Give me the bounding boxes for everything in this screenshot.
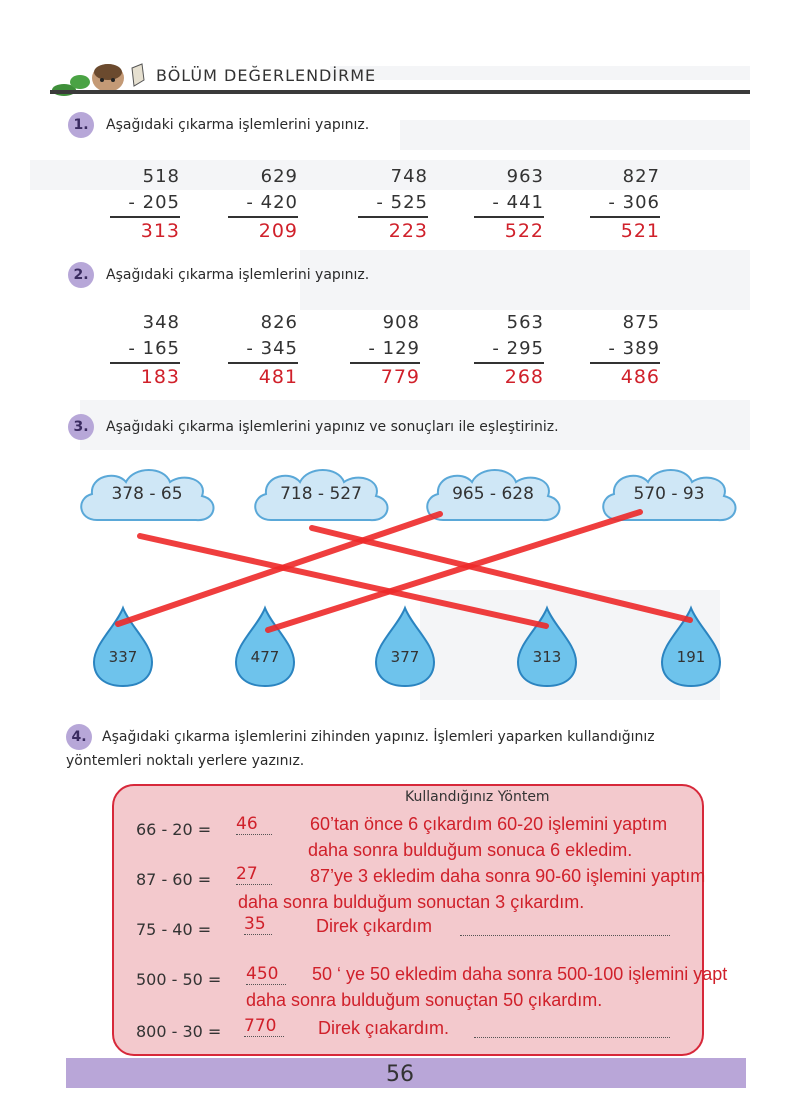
minuend: 563 — [506, 312, 544, 333]
subtrahend: - 389 — [590, 336, 660, 364]
page-number: 56 — [386, 1062, 414, 1087]
dotted-line — [474, 1036, 670, 1038]
method-text[interactable]: 60’tan önce 6 çıkardım 60-20 işlemini yaptım — [310, 814, 668, 834]
drop-value: 313 — [532, 648, 562, 666]
answer[interactable]: 268 — [504, 366, 544, 388]
minuend: 348 — [142, 312, 180, 333]
method-text[interactable]: 87’ye 3 ekledim daha sonra 90-60 işlemini yaptım — [310, 866, 706, 886]
mental-answer[interactable]: 27 — [236, 864, 272, 885]
subtrahend: - 306 — [590, 190, 660, 218]
method-text-continued[interactable]: daha sonra bulduğum sonuçtan 50 çıkardım. — [246, 990, 603, 1010]
mental-expression: 800 - 30 = — [136, 1022, 222, 1041]
answer[interactable]: 209 — [258, 220, 298, 242]
method-column-header: Kullandığınız Yöntem — [405, 789, 550, 805]
method-text[interactable]: Direk çıkardım — [316, 916, 433, 936]
answer[interactable]: 481 — [258, 366, 298, 388]
method-text[interactable]: Direk çıakardım. — [318, 1018, 450, 1038]
drop-value: 337 — [108, 648, 138, 666]
cloud-expression: 570 - 93 — [633, 484, 705, 504]
minuend: 826 — [260, 312, 298, 333]
drop-value: 477 — [250, 648, 280, 666]
method-text-continued[interactable]: daha sonra bulduğum sonuca 6 ekledim. — [308, 840, 633, 860]
dotted-line — [460, 934, 670, 936]
question-instruction-continued: yöntemleri noktalı yerlere yazınız. — [66, 753, 305, 769]
mental-answer[interactable]: 770 — [244, 1016, 284, 1037]
mental-answer[interactable]: 46 — [236, 814, 272, 835]
drop-value: 377 — [390, 648, 420, 666]
match-line — [312, 528, 690, 620]
minuend: 629 — [260, 166, 298, 187]
mental-answer[interactable]: 450 — [246, 964, 286, 985]
subtrahend: - 345 — [228, 336, 298, 364]
method-text-continued[interactable]: daha sonra bulduğum sonuctan 3 çıkardım. — [238, 892, 585, 912]
minuend: 908 — [382, 312, 420, 333]
mental-expression: 500 - 50 = — [136, 970, 222, 989]
question-instruction: Aşağıdaki çıkarma işlemlerini yapınız. — [106, 267, 370, 283]
subtrahend: - 441 — [474, 190, 544, 218]
answer[interactable]: 313 — [140, 220, 180, 242]
mental-expression: 87 - 60 = — [136, 870, 212, 889]
cloud-expression: 718 - 527 — [280, 484, 362, 504]
question-instruction: Aşağıdaki çıkarma işlemlerini yapınız ve sonuçları ile eşleştiriniz. — [106, 419, 559, 435]
drop-value: 191 — [676, 648, 706, 666]
minuend: 875 — [622, 312, 660, 333]
cloud-expression: 378 - 65 — [111, 484, 183, 504]
subtrahend: - 205 — [110, 190, 180, 218]
answer[interactable]: 183 — [140, 366, 180, 388]
mental-expression: 75 - 40 = — [136, 920, 212, 939]
minuend: 827 — [622, 166, 660, 187]
minuend: 518 — [142, 166, 180, 187]
minuend: 748 — [390, 166, 428, 187]
subtrahend: - 420 — [228, 190, 298, 218]
cloud-expression: 965 - 628 — [452, 484, 534, 504]
mental-answer[interactable]: 35 — [244, 914, 272, 935]
subtrahend: - 165 — [110, 336, 180, 364]
question-number-badge: 1. — [68, 112, 94, 138]
section-title: BÖLÜM DEĞERLENDİRME — [156, 66, 377, 85]
answer[interactable]: 522 — [504, 220, 544, 242]
answer[interactable]: 521 — [620, 220, 660, 242]
question-instruction: Aşağıdaki çıkarma işlemlerini zihinden yapınız. İşlemleri yaparken kullandığınız — [102, 729, 655, 745]
answer[interactable]: 223 — [388, 220, 428, 242]
answer[interactable]: 779 — [380, 366, 420, 388]
match-line — [118, 514, 440, 624]
minuend: 963 — [506, 166, 544, 187]
method-text[interactable]: 50 ‘ ye 50 ekledim daha sonra 500-100 işlemini yapt — [312, 964, 728, 984]
question-number-badge: 3. — [68, 414, 94, 440]
question-instruction: Aşağıdaki çıkarma işlemlerini yapınız. — [106, 117, 370, 133]
question-number-badge: 2. — [68, 262, 94, 288]
answer[interactable]: 486 — [620, 366, 660, 388]
question-number-badge: 4. — [66, 724, 92, 750]
subtrahend: - 295 — [474, 336, 544, 364]
mental-expression: 66 - 20 = — [136, 820, 212, 839]
subtrahend: - 129 — [350, 336, 420, 364]
subtrahend: - 525 — [358, 190, 428, 218]
